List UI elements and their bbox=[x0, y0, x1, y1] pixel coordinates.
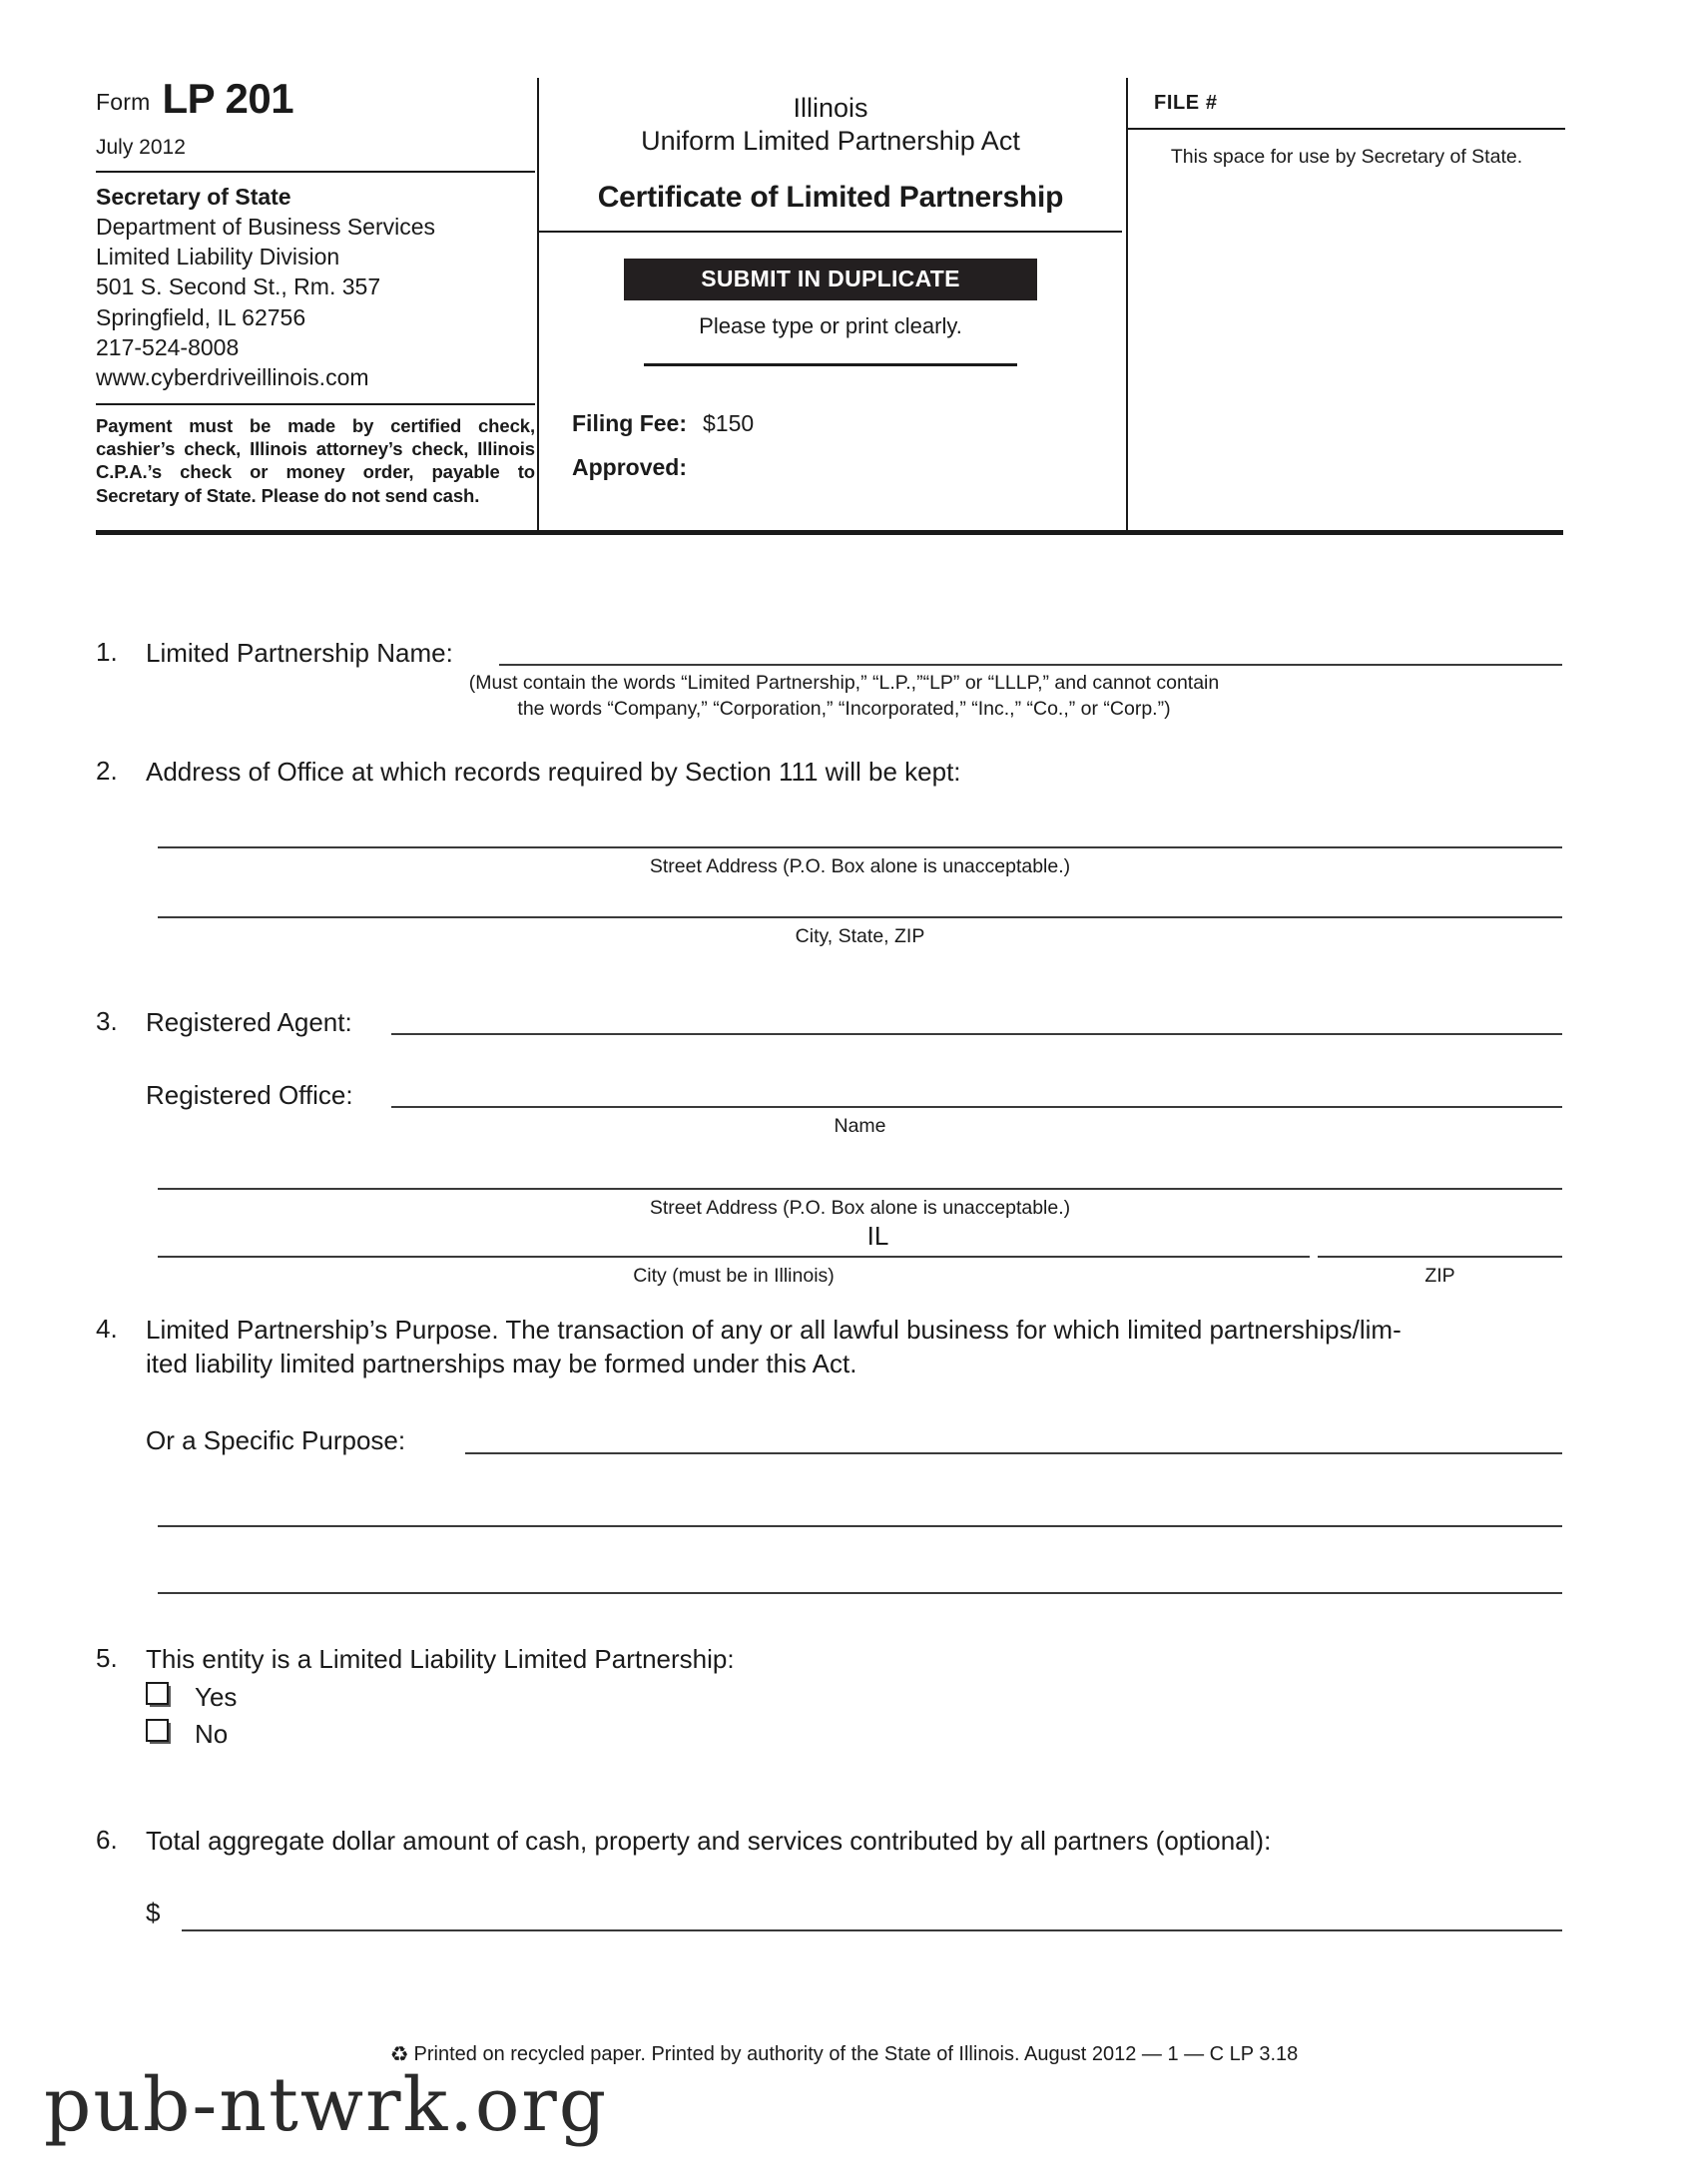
form-revision-date: July 2012 bbox=[96, 136, 186, 159]
file-number-divider bbox=[1128, 128, 1565, 130]
item-2-number: 2. bbox=[96, 756, 118, 786]
header-middle-cell bbox=[537, 78, 1122, 532]
submit-in-duplicate-band: SUBMIT IN DUPLICATE bbox=[624, 259, 1037, 300]
checkbox-no-icon[interactable] bbox=[146, 1719, 169, 1742]
agency-division: Limited Liability Division bbox=[96, 244, 340, 271]
item-5-option-yes-label: Yes bbox=[195, 1682, 238, 1712]
item-4-purpose-input-2[interactable] bbox=[158, 1525, 1562, 1527]
item-2-street-input[interactable] bbox=[158, 846, 1562, 848]
item-3-street-caption: Street Address (P.O. Box alone is unacceptable.) bbox=[649, 1197, 1071, 1219]
checkbox-yes-icon[interactable] bbox=[146, 1682, 169, 1705]
item-4-purpose-input-1[interactable] bbox=[465, 1452, 1562, 1454]
approved-label: Approved: bbox=[572, 453, 687, 480]
footer-text: Printed on recycled paper. Printed by authority of the State of Illinois. August 2012 — 1 — C LP 3.18 bbox=[413, 2043, 1299, 2065]
filing-fee-label: Filing Fee: bbox=[572, 409, 687, 436]
item-3-state-value: IL bbox=[866, 1221, 889, 1251]
item-3-zip-input[interactable] bbox=[1318, 1256, 1562, 1258]
item-6-number: 6. bbox=[96, 1825, 118, 1855]
payment-notice: Payment must be made by certified check, cashier’s check, Illinois attorney’s check, Illinois C.P.A.’s check or money order, payable to Secretary of State. Please do not send cash. bbox=[96, 414, 535, 506]
agency-phone: 217-524-8008 bbox=[96, 333, 240, 360]
header-left-cell bbox=[96, 75, 535, 532]
item-5-option-no-label: No bbox=[195, 1719, 229, 1749]
agency-website: www.cyberdriveillinois.com bbox=[96, 363, 369, 390]
item-1-note-line-1: (Must contain the words “Limited Partnership,” “L.P.,”“LP” or “LLLP,” and cannot contain bbox=[468, 672, 1220, 694]
item-4-text-line-2: ited liability limited partnerships may be formed under this Act. bbox=[146, 1349, 857, 1378]
item-3-name-caption: Name bbox=[834, 1115, 886, 1137]
item-5-option-yes[interactable] bbox=[146, 1681, 237, 1715]
agency-address-block bbox=[96, 182, 535, 392]
item-1-name-input[interactable] bbox=[499, 664, 1562, 666]
item-6-amount-input[interactable] bbox=[182, 1929, 1562, 1931]
type-clearly-instruction: Please type or print clearly. bbox=[699, 312, 962, 338]
item-5-number: 5. bbox=[96, 1643, 118, 1673]
header-middle-divider bbox=[539, 231, 1122, 233]
filing-fee-row bbox=[572, 410, 1122, 437]
form-number: LP 201 bbox=[162, 75, 294, 122]
item-3-number: 3. bbox=[96, 1006, 118, 1036]
item-3-office-label: Registered Office: bbox=[146, 1080, 353, 1110]
agency-department: Department of Business Services bbox=[96, 214, 436, 241]
form-header bbox=[96, 75, 1563, 532]
item-3-street-input[interactable] bbox=[158, 1188, 1562, 1190]
item-3-city-caption: City (must be in Illinois) bbox=[633, 1265, 835, 1287]
sos-use-notice: This space for use by Secretary of State. bbox=[1170, 146, 1523, 168]
act-name: Uniform Limited Partnership Act bbox=[641, 126, 1020, 157]
item-5-label: This entity is a Limited Liability Limited Partnership: bbox=[146, 1644, 735, 1674]
item-2-label: Address of Office at which records required by Section 111 will be kept: bbox=[146, 757, 961, 787]
item-3-office-name-input[interactable] bbox=[391, 1106, 1562, 1108]
item-2-city-input[interactable] bbox=[158, 916, 1562, 918]
document-title: Certificate of Limited Partnership bbox=[597, 180, 1064, 214]
item-1-number: 1. bbox=[96, 637, 118, 667]
item-4-text-line-1: Limited Partnership’s Purpose. The transaction of any or all lawful business for which limited partnerships/lim- bbox=[146, 1315, 1402, 1345]
recycle-icon: ♻ bbox=[389, 2043, 409, 2066]
act-title bbox=[553, 92, 1108, 159]
watermark: pub-ntwrk.org bbox=[44, 2062, 609, 2148]
item-6-currency-symbol: $ bbox=[146, 1898, 161, 1927]
header-left-divider-2 bbox=[96, 403, 535, 405]
header-right-cell bbox=[1126, 78, 1565, 532]
item-4-number: 4. bbox=[96, 1314, 118, 1344]
agency-street: 501 S. Second St., Rm. 357 bbox=[96, 273, 381, 300]
item-2-street-caption: Street Address (P.O. Box alone is unacceptable.) bbox=[649, 855, 1071, 877]
form-identifier bbox=[96, 75, 535, 122]
item-1-note-line-2: the words “Company,” “Corporation,” “Incorporated,” “Inc.,” “Co.,” or “Corp.”) bbox=[517, 698, 1171, 720]
item-4-specific-label: Or a Specific Purpose: bbox=[146, 1425, 406, 1455]
item-1-label: Limited Partnership Name: bbox=[146, 638, 453, 668]
header-signature-rule bbox=[644, 363, 1017, 366]
file-number-label: FILE # bbox=[1154, 92, 1218, 114]
item-3-city-input[interactable] bbox=[158, 1256, 1310, 1258]
item-6-label: Total aggregate dollar amount of cash, property and services contributed by all partners (optional): bbox=[146, 1826, 1272, 1856]
item-5-option-no[interactable] bbox=[146, 1718, 228, 1752]
filing-fee-value: $150 bbox=[703, 409, 755, 436]
item-3-agent-label: Registered Agent: bbox=[146, 1007, 352, 1037]
header-bottom-rule bbox=[96, 530, 1563, 535]
item-2-city-caption: City, State, ZIP bbox=[795, 925, 925, 947]
agency-city-state-zip: Springfield, IL 62756 bbox=[96, 303, 306, 330]
header-left-divider-1 bbox=[96, 171, 535, 173]
item-4-purpose-input-3[interactable] bbox=[158, 1592, 1562, 1594]
form-label: Form bbox=[96, 89, 151, 115]
item-3-zip-caption: ZIP bbox=[1424, 1265, 1455, 1287]
agency-name: Secretary of State bbox=[96, 184, 291, 210]
item-3-agent-input[interactable] bbox=[391, 1033, 1562, 1035]
state-name: Illinois bbox=[793, 93, 868, 123]
